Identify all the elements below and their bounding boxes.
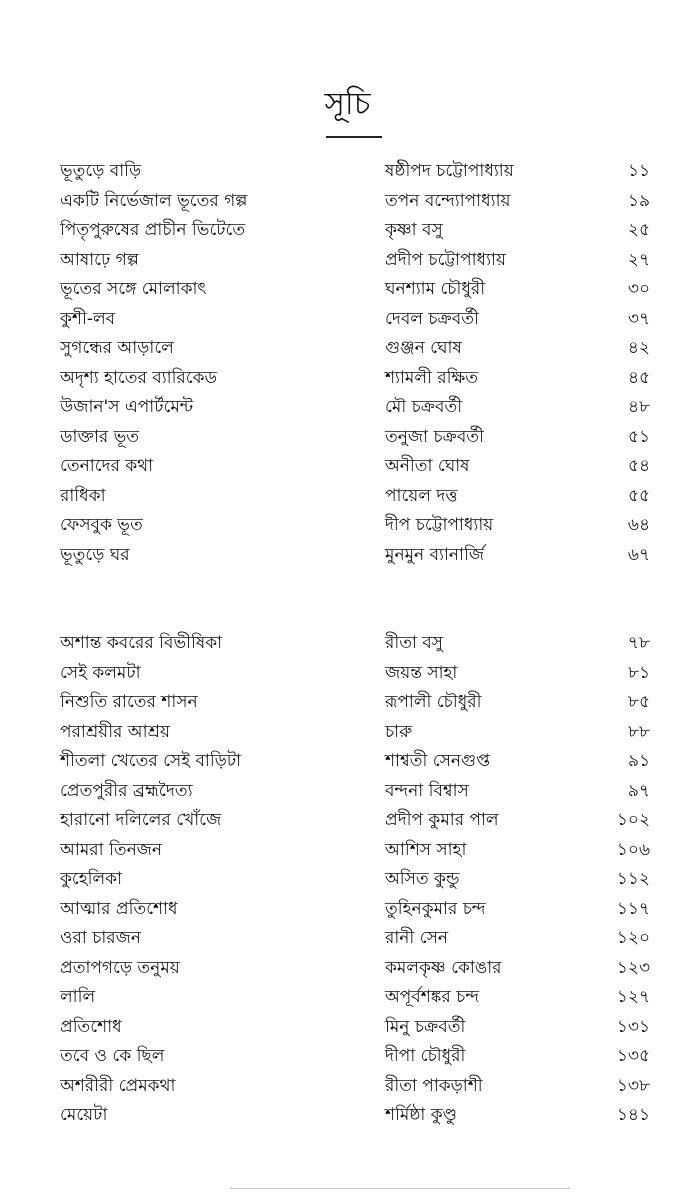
story-title: ভূতের সঙ্গে মোলাকাৎ	[60, 279, 207, 299]
page-number: ১১৭	[616, 898, 650, 919]
story-title: তেনাদের কথা	[60, 456, 154, 476]
page-title: সূচি	[324, 86, 371, 122]
toc-entry	[0, 393, 695, 423]
story-title: রাধিকা	[60, 485, 106, 506]
story-title: ভূতুড়ে বাড়ি	[60, 161, 142, 181]
story-title: অদৃশ্য হাতের ব্যারিকেড	[60, 367, 218, 388]
author-name: তনুজা চক্রবর্তী	[385, 426, 484, 447]
story-title: অশান্ত কবরের বিভীষিকা	[60, 633, 223, 653]
page-number: ৫৫	[627, 485, 650, 506]
author-name: শ্যামলী রক্ষিত	[385, 367, 479, 388]
toc-entry	[0, 806, 695, 836]
author-name: অসিত কুন্ডু	[385, 869, 460, 889]
toc-entry	[0, 1042, 695, 1072]
toc-entry	[0, 954, 695, 984]
story-title: সেই কলমটা	[60, 662, 141, 683]
author-name: কমলকৃষ্ণ কোঙার	[385, 957, 502, 978]
author-name: ঘনশ্যাম চৌধুরী	[385, 279, 486, 299]
toc-entry	[0, 511, 695, 541]
story-title: প্রতিশোধ	[60, 1016, 122, 1037]
author-name: কৃষ্ণা বসু	[385, 220, 443, 240]
page-number: ৪২	[627, 338, 650, 358]
story-title: হারানো দলিলের খোঁজে	[60, 810, 222, 830]
author-name: দীপ চট্টোপাধ্যায়	[385, 515, 494, 535]
story-title: অশরীরী প্রেমকথা	[60, 1075, 176, 1096]
toc-entry	[0, 482, 695, 512]
page-number: ১৩৫	[616, 1046, 650, 1066]
author-name: গুঞ্জন ঘোষ	[385, 338, 462, 358]
author-name: রীতা বসু	[385, 633, 443, 653]
story-title: আষাঢ়ে গল্প	[60, 249, 139, 270]
author-name: ষষ্ঠীপদ চট্টোপাধ্যায়	[385, 161, 514, 181]
author-name: অনীতা ঘোষ	[385, 456, 470, 476]
toc-entry	[0, 334, 695, 364]
story-title: পিতৃপুরুষের প্রাচীন ভিটেতে	[60, 220, 246, 240]
story-title: প্রতাপগড়ে তনুময়	[60, 957, 180, 978]
author-name: পায়েল দত্ত	[385, 485, 458, 506]
page-number: ৪৫	[627, 367, 650, 388]
toc-entry	[0, 305, 695, 335]
toc-entry	[0, 1101, 695, 1131]
story-title: ওরা চারজন	[60, 928, 142, 948]
page-number: ১২৩	[616, 957, 650, 978]
author-name: দীপা চৌধুরী	[385, 1046, 466, 1066]
toc-entry	[0, 541, 695, 571]
page-number: ৫৪	[627, 456, 650, 476]
author-name: চারু	[385, 721, 413, 742]
story-title: ফেসবুক ভূত	[60, 515, 143, 535]
story-title: ভূতুড়ে ঘর	[60, 544, 130, 565]
story-title: সুগন্ধের আড়ালে	[60, 338, 174, 358]
page-number: ১১২	[616, 869, 650, 889]
author-name: দেবল চক্রবর্তী	[385, 308, 479, 329]
toc-entry	[0, 423, 695, 453]
story-title: আমরা তিনজন	[60, 839, 163, 860]
toc-entry	[0, 452, 695, 482]
title-underline	[326, 136, 382, 138]
author-name: তপন বন্দ্যোপাধ্যায়	[385, 190, 511, 211]
page-number: ১৩৮	[616, 1075, 650, 1096]
story-title: শীতলা খেতের সেই বাড়িটা	[60, 751, 242, 771]
author-name: শর্মিষ্ঠা কুণ্ডু	[385, 1105, 458, 1125]
author-name: আশিস সাহা	[385, 839, 467, 860]
toc-entry	[0, 983, 695, 1013]
author-name: মৌ চক্রবর্তী	[385, 397, 463, 417]
page-number: ৫১	[627, 426, 650, 447]
page-number: ২৫	[627, 220, 650, 240]
toc-entry	[0, 924, 695, 954]
page-number: ১০৬	[616, 839, 650, 860]
page-number: ৪৮	[627, 397, 650, 417]
toc-entry	[0, 1013, 695, 1043]
page-number: ১৪১	[616, 1105, 650, 1125]
author-name: বন্দনা বিশ্বাস	[385, 780, 469, 801]
story-title: কুশী-লব	[60, 308, 116, 329]
author-name: রানী সেন	[385, 928, 448, 948]
page-number: ১৯	[627, 190, 650, 211]
story-title: উজান'স এপার্টমেন্ট	[60, 397, 194, 417]
page-number: ৯৭	[627, 780, 650, 801]
toc-entry	[0, 836, 695, 866]
author-name: রূপালী চৌধুরী	[385, 692, 482, 712]
page-number: ৬৪	[627, 515, 650, 535]
page-number: ৮৮	[627, 721, 650, 742]
story-title: তবে ও কে ছিল	[60, 1046, 165, 1066]
page-number: ৮১	[627, 662, 650, 683]
story-title: কুহেলিকা	[60, 869, 123, 889]
author-name: প্রদীপ কুমার পাল	[385, 810, 499, 830]
toc-entry	[0, 659, 695, 689]
story-title: একটি নির্ভেজাল ভূতের গল্প	[60, 190, 248, 211]
page-number: ৩৭	[627, 308, 650, 329]
page-number: ৩০	[627, 279, 650, 299]
story-title: ডাক্তার ভূত	[60, 426, 140, 447]
page-number: ১১	[627, 161, 650, 181]
story-title: পরাশ্রয়ীর আশ্রয়	[60, 721, 171, 742]
page-number: ১৩১	[616, 1016, 650, 1037]
story-title: আত্মার প্রতিশোধ	[60, 898, 178, 919]
table-of-contents	[0, 157, 695, 1131]
page-number: ৬৭	[627, 544, 650, 565]
page-number: ৮৫	[627, 692, 650, 712]
page-number: ৭৮	[627, 633, 650, 653]
toc-entry	[0, 187, 695, 217]
toc-entry	[0, 275, 695, 305]
toc-entry	[0, 364, 695, 394]
page-number: ২৭	[627, 249, 650, 270]
toc-entry	[0, 216, 695, 246]
toc-entry	[0, 157, 695, 187]
toc-entry	[0, 718, 695, 748]
toc-entry	[0, 1072, 695, 1102]
toc-entry	[0, 747, 695, 777]
author-name: রীতা পাকড়াশী	[385, 1075, 483, 1096]
story-title: প্রেতপুরীর ব্রহ্মদৈত্য	[60, 780, 193, 801]
toc-entry	[0, 246, 695, 276]
story-title: নিশুতি রাতের শাসন	[60, 692, 198, 712]
author-name: শাশ্বতী সেনগুপ্ত	[385, 751, 491, 771]
page-number: ৯১	[627, 751, 650, 771]
author-name: অপূর্বশঙ্কর চন্দ	[385, 987, 479, 1007]
author-name: প্রদীপ চট্টোপাধ্যায়	[385, 249, 506, 270]
page-bottom-edge	[230, 1188, 570, 1189]
story-title: লালি	[60, 987, 96, 1007]
author-name: জয়ন্ত সাহা	[385, 662, 458, 683]
toc-entry	[0, 688, 695, 718]
author-name: মুনমুন ব্যানার্জি	[385, 544, 485, 565]
toc-entry	[0, 865, 695, 895]
toc-entry	[0, 629, 695, 659]
page-number: ১২৭	[616, 987, 650, 1007]
page-number: ১০২	[616, 810, 650, 830]
author-name: মিনু চক্রবর্তী	[385, 1016, 466, 1037]
story-title: মেয়েটা	[60, 1105, 108, 1125]
author-name: তুহিনকুমার চন্দ	[385, 898, 486, 919]
toc-entry	[0, 895, 695, 925]
toc-entry	[0, 600, 695, 630]
page-number: ১২০	[616, 928, 650, 948]
toc-entry	[0, 777, 695, 807]
toc-entry	[0, 570, 695, 600]
